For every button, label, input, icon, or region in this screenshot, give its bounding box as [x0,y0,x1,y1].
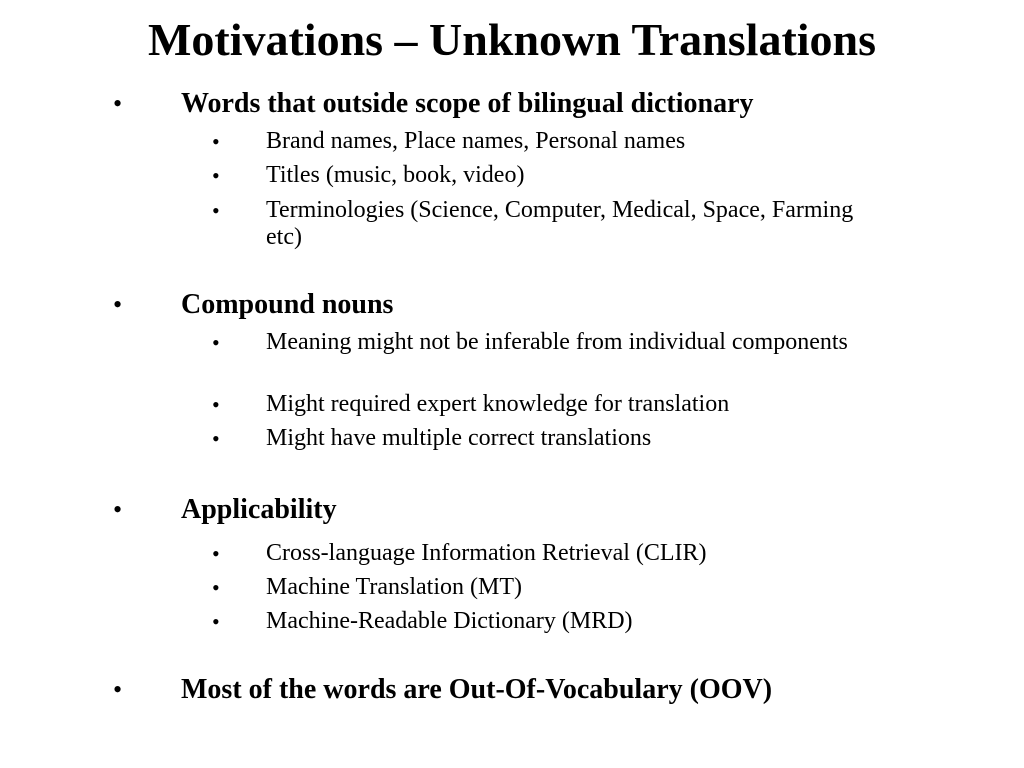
list-item-text: Brand names, Place names, Personal names [266,128,686,154]
list-item-text: Terminologies (Science, Computer, Medical, Space, Farming etc) [266,197,854,250]
slide-title: Motivations – Unknown Translations [147,14,877,65]
list-item-text: Machine Translation (MT) [266,574,522,600]
bullet-icon: • [212,575,220,600]
list-item-text: Machine-Readable Dictionary (MRD) [266,608,633,634]
bullet-icon: • [212,129,220,154]
list-item-text: Might required expert knowledge for translation [266,391,730,417]
section-heading-text: Most of the words are Out-Of-Vocabulary (OOV) [181,674,773,705]
bullet-icon: • [212,392,220,417]
section-heading-text: Compound nouns [181,289,394,320]
bullet-icon: • [113,290,123,319]
list-item-text: Might have multiple correct translations [266,425,652,451]
list-item-text: Titles (music, book, video) [266,162,525,188]
bullet-icon: • [212,541,220,566]
list-item-text: Meaning might not be inferable from individual components [266,329,848,355]
bullet-icon: • [212,609,220,634]
bullet-icon: • [113,495,123,524]
bullet-icon: • [212,426,220,451]
bullet-icon: • [212,198,220,223]
bullet-icon: • [212,163,220,188]
bullet-icon: • [113,89,123,118]
section-heading-text: Applicability [181,494,337,525]
list-item-text: Cross-language Information Retrieval (CLIR) [266,540,707,566]
bullet-icon: • [113,675,123,704]
section-heading-text: Words that outside scope of bilingual dictionary [181,88,754,119]
bullet-icon: • [212,330,220,355]
